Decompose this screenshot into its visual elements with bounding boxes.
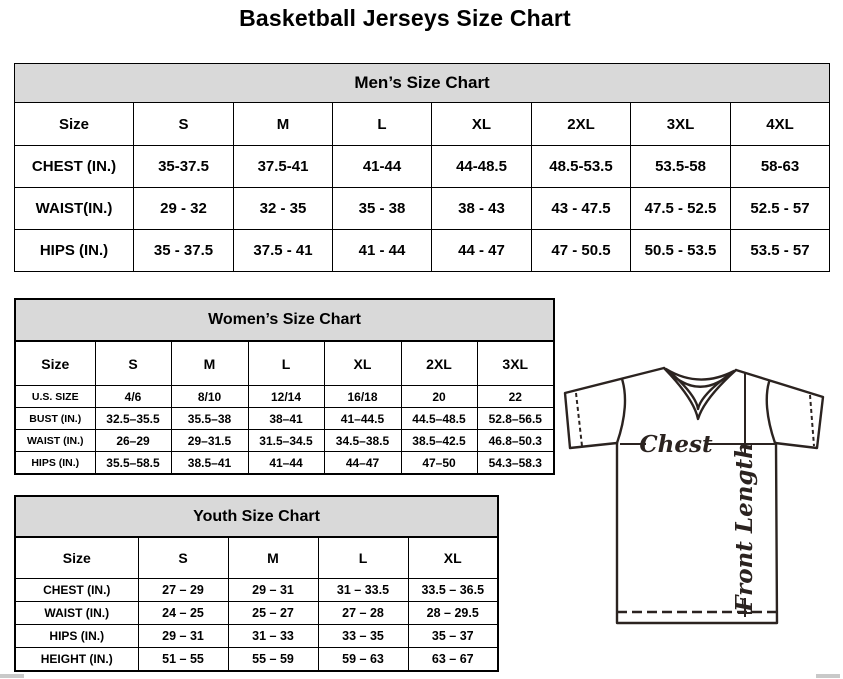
mens-column-header: M bbox=[234, 103, 333, 146]
size-value-cell: 12/14 bbox=[248, 386, 324, 408]
jersey-diagram bbox=[555, 355, 843, 655]
right-cuff-dashed-line bbox=[810, 395, 814, 446]
size-value-cell: 29 – 31 bbox=[228, 579, 318, 602]
mens-column-header: S bbox=[134, 103, 234, 146]
size-value-cell: 44-48.5 bbox=[432, 146, 532, 188]
mens-row-label-chest: CHEST (IN.) bbox=[15, 146, 134, 188]
size-value-cell: 44.5–48.5 bbox=[401, 408, 477, 430]
size-value-cell: 4/6 bbox=[95, 386, 171, 408]
size-value-cell: 41–44 bbox=[248, 452, 324, 475]
womens-column-header: S bbox=[95, 341, 171, 386]
size-value-cell: 27 – 28 bbox=[318, 602, 408, 625]
size-value-cell: 55 – 59 bbox=[228, 648, 318, 672]
size-value-cell: 31 – 33 bbox=[228, 625, 318, 648]
size-value-cell: 31.5–34.5 bbox=[248, 430, 324, 452]
horizontal-scrollbar-fragment-right[interactable] bbox=[816, 674, 840, 678]
womens-size-table bbox=[14, 298, 555, 475]
size-value-cell: 41–44.5 bbox=[324, 408, 401, 430]
youth-row-label-waist: WAIST (IN.) bbox=[15, 602, 138, 625]
size-value-cell: 38–41 bbox=[248, 408, 324, 430]
youth-size-table bbox=[14, 495, 499, 672]
size-value-cell: 32.5–35.5 bbox=[95, 408, 171, 430]
size-value-cell: 25 – 27 bbox=[228, 602, 318, 625]
youth-column-header: L bbox=[318, 537, 408, 579]
size-value-cell: 43 - 47.5 bbox=[532, 188, 631, 230]
size-value-cell: 29 - 32 bbox=[134, 188, 234, 230]
size-value-cell: 35-37.5 bbox=[134, 146, 234, 188]
youth-row-label-height: HEIGHT (IN.) bbox=[15, 648, 138, 672]
size-value-cell: 52.5 - 57 bbox=[731, 188, 830, 230]
womens-row-label-bust: BUST (IN.) bbox=[15, 408, 95, 430]
size-value-cell: 59 – 63 bbox=[318, 648, 408, 672]
size-value-cell: 41-44 bbox=[333, 146, 432, 188]
womens-row-label-hips: HIPS (IN.) bbox=[15, 452, 95, 475]
size-value-cell: 31 – 33.5 bbox=[318, 579, 408, 602]
size-value-cell: 8/10 bbox=[171, 386, 248, 408]
chest-label: Chest bbox=[639, 431, 713, 458]
size-value-cell: 63 – 67 bbox=[408, 648, 498, 672]
size-value-cell: 47–50 bbox=[401, 452, 477, 475]
womens-corner-header: Size bbox=[15, 341, 95, 386]
size-value-cell: 33.5 – 36.5 bbox=[408, 579, 498, 602]
size-value-cell: 54.3–58.3 bbox=[477, 452, 554, 475]
size-value-cell: 28 – 29.5 bbox=[408, 602, 498, 625]
size-value-cell: 26–29 bbox=[95, 430, 171, 452]
size-value-cell: 51 – 55 bbox=[138, 648, 228, 672]
womens-row-label-us-size: U.S. SIZE bbox=[15, 386, 95, 408]
size-value-cell: 16/18 bbox=[324, 386, 401, 408]
size-value-cell: 38 - 43 bbox=[432, 188, 532, 230]
size-value-cell: 37.5 - 41 bbox=[234, 230, 333, 272]
mens-column-header: 4XL bbox=[731, 103, 830, 146]
size-value-cell: 47 - 50.5 bbox=[532, 230, 631, 272]
size-value-cell: 35.5–38 bbox=[171, 408, 248, 430]
mens-row-label-hips: HIPS (IN.) bbox=[15, 230, 134, 272]
front-length-label: Front Length bbox=[731, 442, 758, 612]
size-value-cell: 35 - 38 bbox=[333, 188, 432, 230]
left-cuff-dashed-line bbox=[576, 393, 582, 446]
size-value-cell: 32 - 35 bbox=[234, 188, 333, 230]
size-value-cell: 44–47 bbox=[324, 452, 401, 475]
mens-column-header: XL bbox=[432, 103, 532, 146]
size-value-cell: 41 - 44 bbox=[333, 230, 432, 272]
page-title: Basketball Jerseys Size Chart bbox=[239, 5, 571, 31]
size-value-cell: 33 – 35 bbox=[318, 625, 408, 648]
size-value-cell: 35 - 37.5 bbox=[134, 230, 234, 272]
size-value-cell: 53.5-58 bbox=[631, 146, 731, 188]
size-value-cell: 24 – 25 bbox=[138, 602, 228, 625]
size-value-cell: 53.5 - 57 bbox=[731, 230, 830, 272]
youth-column-header: S bbox=[138, 537, 228, 579]
mens-column-header: L bbox=[333, 103, 432, 146]
size-value-cell: 22 bbox=[477, 386, 554, 408]
youth-column-header: M bbox=[228, 537, 318, 579]
womens-column-header: L bbox=[248, 341, 324, 386]
youth-row-label-chest: CHEST (IN.) bbox=[15, 579, 138, 602]
size-value-cell: 46.8–50.3 bbox=[477, 430, 554, 452]
size-value-cell: 48.5-53.5 bbox=[532, 146, 631, 188]
size-value-cell: 35.5–58.5 bbox=[95, 452, 171, 475]
size-value-cell: 37.5-41 bbox=[234, 146, 333, 188]
mens-size-table bbox=[14, 63, 830, 272]
womens-column-header: 3XL bbox=[477, 341, 554, 386]
mens-table-title: Men’s Size Chart bbox=[15, 64, 830, 103]
size-value-cell: 34.5–38.5 bbox=[324, 430, 401, 452]
size-value-cell: 29 – 31 bbox=[138, 625, 228, 648]
youth-corner-header: Size bbox=[15, 537, 138, 579]
size-value-cell: 38.5–42.5 bbox=[401, 430, 477, 452]
mens-corner-header: Size bbox=[15, 103, 134, 146]
youth-row-label-hips: HIPS (IN.) bbox=[15, 625, 138, 648]
womens-column-header: 2XL bbox=[401, 341, 477, 386]
mens-column-header: 2XL bbox=[532, 103, 631, 146]
size-value-cell: 50.5 - 53.5 bbox=[631, 230, 731, 272]
womens-column-header: M bbox=[171, 341, 248, 386]
youth-table-title: Youth Size Chart bbox=[15, 496, 498, 537]
womens-column-header: XL bbox=[324, 341, 401, 386]
size-value-cell: 35 – 37 bbox=[408, 625, 498, 648]
size-value-cell: 52.8–56.5 bbox=[477, 408, 554, 430]
horizontal-scrollbar-fragment-left[interactable] bbox=[0, 674, 24, 678]
womens-table-title: Women’s Size Chart bbox=[15, 299, 554, 341]
size-value-cell: 29–31.5 bbox=[171, 430, 248, 452]
size-value-cell: 58-63 bbox=[731, 146, 830, 188]
size-value-cell: 44 - 47 bbox=[432, 230, 532, 272]
size-value-cell: 38.5–41 bbox=[171, 452, 248, 475]
jersey-outline bbox=[565, 368, 823, 623]
size-value-cell: 20 bbox=[401, 386, 477, 408]
womens-row-label-waist: WAIST (IN.) bbox=[15, 430, 95, 452]
youth-column-header: XL bbox=[408, 537, 498, 579]
mens-row-label-waist: WAIST(IN.) bbox=[15, 188, 134, 230]
size-value-cell: 27 – 29 bbox=[138, 579, 228, 602]
mens-column-header: 3XL bbox=[631, 103, 731, 146]
size-value-cell: 47.5 - 52.5 bbox=[631, 188, 731, 230]
